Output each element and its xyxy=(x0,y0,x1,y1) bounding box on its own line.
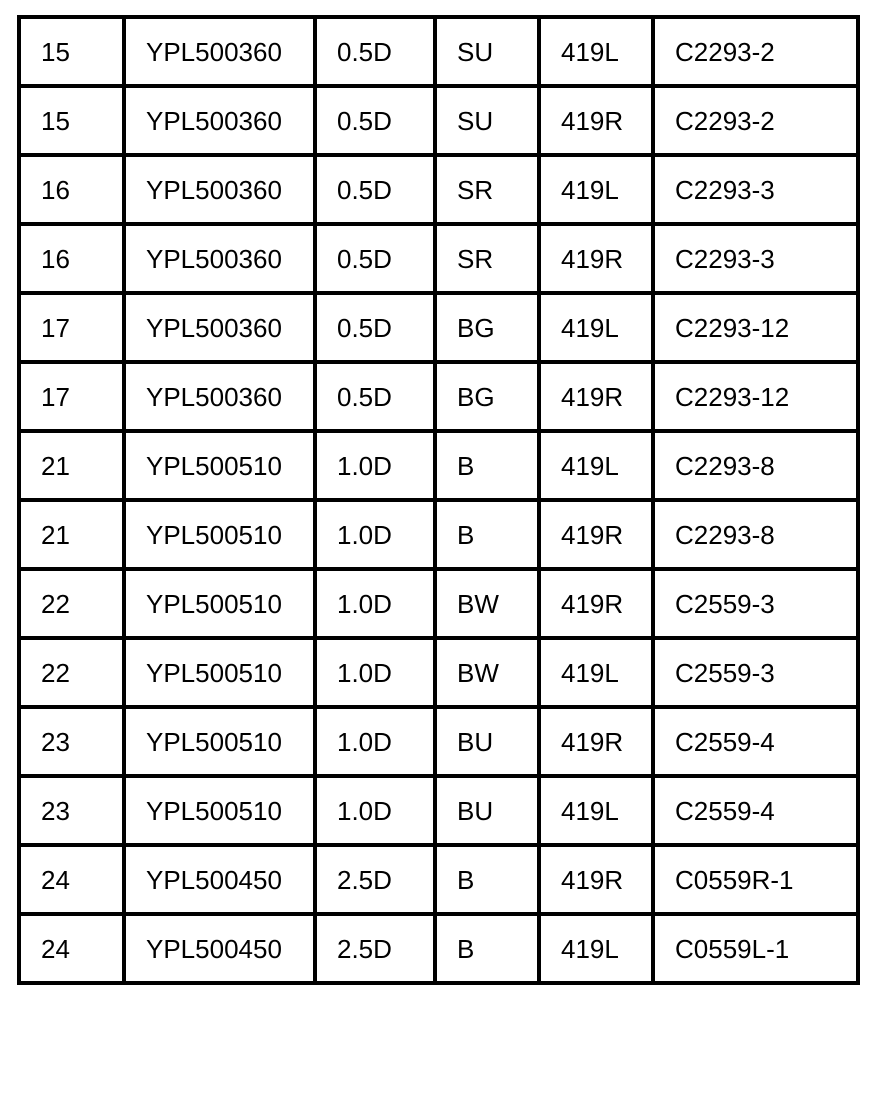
table-cell: YPL500510 xyxy=(124,569,315,638)
table-row xyxy=(19,707,858,776)
table-cell: 21 xyxy=(19,500,124,569)
table-cell: 419L xyxy=(539,776,653,845)
table-cell: 1.0D xyxy=(315,707,435,776)
table-cell: BG xyxy=(435,362,539,431)
table-cell: 22 xyxy=(19,569,124,638)
table-cell: YPL500360 xyxy=(124,86,315,155)
table-cell: SU xyxy=(435,86,539,155)
table-cell: 419L xyxy=(539,638,653,707)
table-cell: YPL500510 xyxy=(124,707,315,776)
table-cell: 1.0D xyxy=(315,431,435,500)
table-cell: 16 xyxy=(19,155,124,224)
table-cell: 419L xyxy=(539,293,653,362)
table-cell: B xyxy=(435,845,539,914)
table-cell: 24 xyxy=(19,914,124,983)
table-row xyxy=(19,155,858,224)
table-row xyxy=(19,569,858,638)
table-row xyxy=(19,362,858,431)
table-row xyxy=(19,914,858,983)
table-cell: B xyxy=(435,500,539,569)
table-cell: YPL500450 xyxy=(124,845,315,914)
table-cell: 1.0D xyxy=(315,569,435,638)
table-cell: 0.5D xyxy=(315,224,435,293)
table-cell: 22 xyxy=(19,638,124,707)
table-row xyxy=(19,17,858,86)
table-cell: 1.0D xyxy=(315,638,435,707)
table-row xyxy=(19,224,858,293)
table-cell: 17 xyxy=(19,293,124,362)
table-cell: YPL500360 xyxy=(124,224,315,293)
table-cell: 419L xyxy=(539,914,653,983)
table-cell: BU xyxy=(435,707,539,776)
table-cell: 0.5D xyxy=(315,362,435,431)
table-cell: 419R xyxy=(539,224,653,293)
table-cell: C2559-3 xyxy=(653,638,858,707)
table-cell: YPL500450 xyxy=(124,914,315,983)
table-cell: C2293-8 xyxy=(653,431,858,500)
table-row xyxy=(19,431,858,500)
table-cell: BU xyxy=(435,776,539,845)
table-cell: 419R xyxy=(539,845,653,914)
table-cell: YPL500510 xyxy=(124,500,315,569)
table-cell: BW xyxy=(435,638,539,707)
table-cell: C2559-4 xyxy=(653,776,858,845)
table-cell: 24 xyxy=(19,845,124,914)
table-cell: YPL500510 xyxy=(124,431,315,500)
table-cell: SR xyxy=(435,224,539,293)
table-row xyxy=(19,845,858,914)
table-row xyxy=(19,638,858,707)
table-cell: 419R xyxy=(539,569,653,638)
table-cell: 15 xyxy=(19,86,124,155)
table-cell: 0.5D xyxy=(315,17,435,86)
table-cell: BW xyxy=(435,569,539,638)
table-cell: C2559-3 xyxy=(653,569,858,638)
table-cell: 23 xyxy=(19,707,124,776)
table-cell: YPL500360 xyxy=(124,155,315,224)
table-cell: C2293-2 xyxy=(653,86,858,155)
table-cell: C2293-8 xyxy=(653,500,858,569)
table-cell: 419L xyxy=(539,431,653,500)
table-cell: B xyxy=(435,914,539,983)
table-cell: 17 xyxy=(19,362,124,431)
table-cell: 0.5D xyxy=(315,155,435,224)
table-row xyxy=(19,500,858,569)
table-cell: BG xyxy=(435,293,539,362)
table-cell: 2.5D xyxy=(315,845,435,914)
table-cell: C2293-3 xyxy=(653,224,858,293)
table-cell: 23 xyxy=(19,776,124,845)
table-cell: C2293-3 xyxy=(653,155,858,224)
table-cell: 15 xyxy=(19,17,124,86)
table-cell: B xyxy=(435,431,539,500)
table-cell: C2293-12 xyxy=(653,362,858,431)
table-cell: 16 xyxy=(19,224,124,293)
table-cell: SR xyxy=(435,155,539,224)
table-cell: 419L xyxy=(539,155,653,224)
table-cell: YPL500510 xyxy=(124,776,315,845)
table-cell: 1.0D xyxy=(315,500,435,569)
table-cell: 419R xyxy=(539,362,653,431)
table-row xyxy=(19,86,858,155)
table-cell: 0.5D xyxy=(315,86,435,155)
table-row xyxy=(19,293,858,362)
data-table xyxy=(17,15,860,985)
table-cell: 2.5D xyxy=(315,914,435,983)
table-cell: 419L xyxy=(539,17,653,86)
table-row xyxy=(19,776,858,845)
table-cell: C2559-4 xyxy=(653,707,858,776)
table-cell: C0559R-1 xyxy=(653,845,858,914)
table-body xyxy=(19,17,858,983)
table-cell: YPL500360 xyxy=(124,293,315,362)
table-cell: YPL500360 xyxy=(124,362,315,431)
table-cell: C2293-2 xyxy=(653,17,858,86)
table-cell: 419R xyxy=(539,86,653,155)
table-cell: C2293-12 xyxy=(653,293,858,362)
table-cell: YPL500510 xyxy=(124,638,315,707)
table-cell: YPL500360 xyxy=(124,17,315,86)
table-cell: 0.5D xyxy=(315,293,435,362)
table-cell: 419R xyxy=(539,707,653,776)
table-cell: 1.0D xyxy=(315,776,435,845)
table-cell: 419R xyxy=(539,500,653,569)
table-cell: C0559L-1 xyxy=(653,914,858,983)
table-cell: SU xyxy=(435,17,539,86)
table-cell: 21 xyxy=(19,431,124,500)
